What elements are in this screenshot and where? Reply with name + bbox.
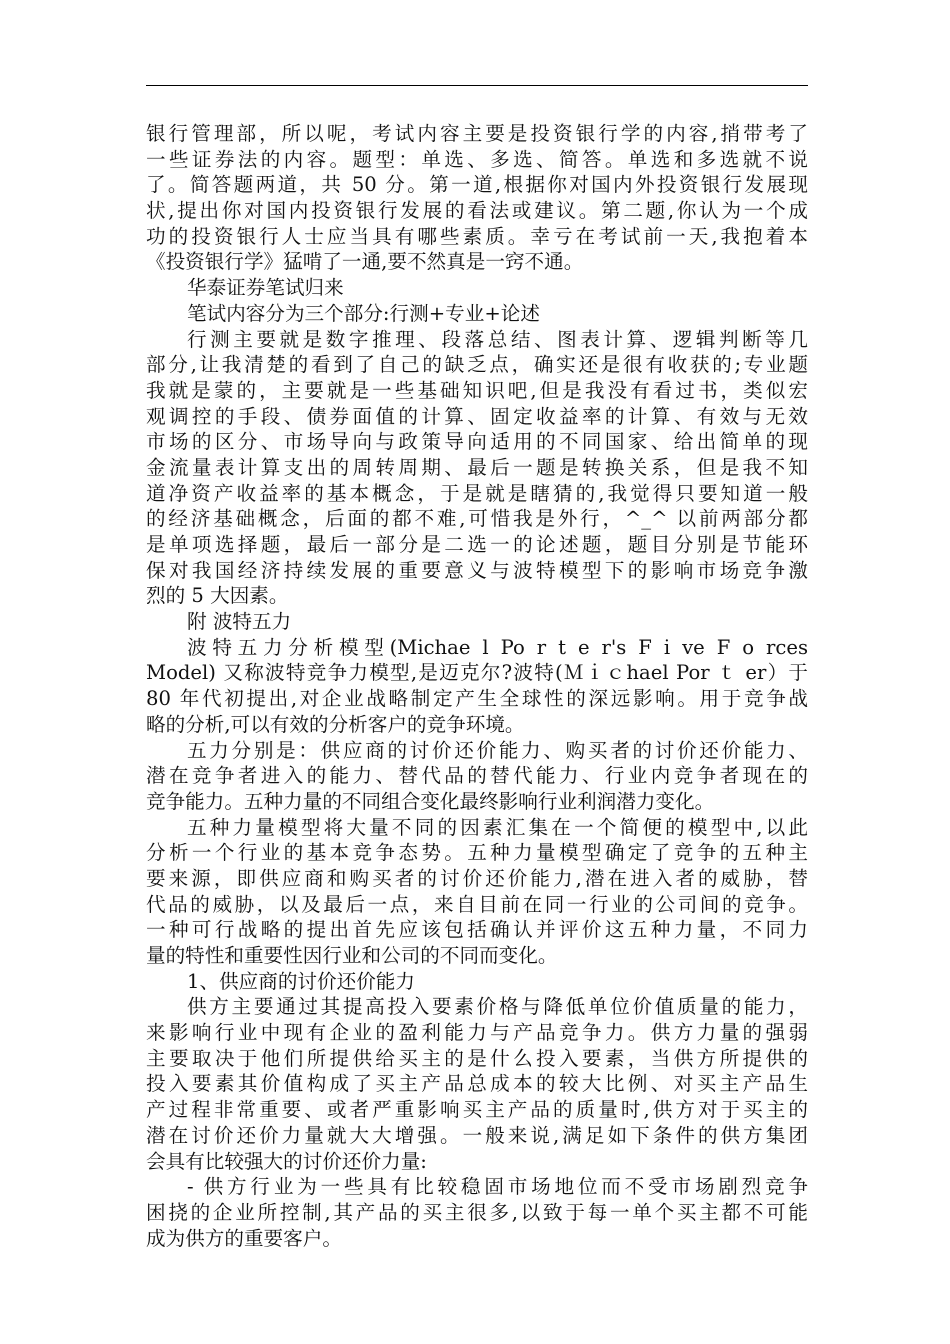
text-line: 华泰证券笔试归来 [187, 276, 344, 300]
text-line: 功的投资银行人士应当具有哪些素质。幸亏在考试前一天,我抱着本 [146, 224, 808, 248]
text-line: 投入要素其价值构成了买主产品总成本的较大比例、对买主产品生 [146, 1072, 808, 1096]
text-line: 略的分析,可以有效的分析客户的竞争环境。 [146, 712, 525, 736]
text-line: 部分,让我清楚的看到了自己的缺乏点，确实还是很有收获的;专业题 [146, 353, 808, 377]
text-line: 是单项选择题，最后一部分是二选一的论述题，题目分别是节能环 [146, 533, 808, 556]
body-text [146, 121, 808, 1251]
text-line: 保对我国经济持续发展的重要意义与波特模型下的影响市场竞争激 [146, 558, 808, 582]
text-line: 波特五力分析模型(Michae l Po r t e r's F i ve F o rces [187, 635, 808, 659]
text-line: 烈的 5 大因素。 [146, 584, 289, 608]
text-line: 困挠的企业所控制,其产品的买主很多,以致于每一单个买主都不可能 [146, 1200, 808, 1224]
text-line: 一些证券法的内容。题型：单选、多选、简答。单选和多选就不说 [146, 147, 808, 171]
text-line: 道净资产收益率的基本概念，于是就是瞎猜的,我觉得只要知道一般 [146, 481, 808, 505]
text-line: 主要取决于他们所提供给买主的是什么投入要素，当供方所提供的 [146, 1046, 808, 1070]
text-line: 要来源，即供应商和购买者的讨价还价能力,潜在进入者的威胁，替 [146, 866, 808, 890]
text-line: 《投资银行学》猛啃了一通,要不然真是一窍不通。 [146, 250, 584, 274]
text-line: 潜在讨价还价力量就大大增强。一般来说,满足如下条件的供方集团 [146, 1123, 808, 1147]
text-line: 金流量表计算支出的周转周期、最后一题是转换关系，但是我不知 [146, 455, 808, 479]
text-line: 1、供应商的讨价还价能力 [187, 969, 415, 993]
text-line: 市场的区分、市场导向与政策导向适用的不同国家、给出简单的现 [146, 430, 808, 454]
text-line: 潜在竞争者进入的能力、替代品的替代能力、行业内竞争者现在的 [146, 764, 808, 788]
text-line: 行测主要就是数字推理、段落总结、图表计算、逻辑判断等几 [187, 327, 808, 351]
text-line: 笔试内容分为三个部分:行测+专业+论述 [187, 301, 540, 325]
text-line: 了。简答题两道，共 50 分。第一道,根据你对国内外投资银行发展现 [146, 173, 808, 197]
text-line: 产过程非常重要、或者严重影响买主产品的质量时,供方对于买主的 [146, 1098, 808, 1122]
text-line: 竞争能力。五种力量的不同组合变化最终影响行业利润潜力变化。 [146, 789, 715, 813]
text-line: 分析一个行业的基本竞争态势。五种力量模型确定了竞争的五种主 [146, 841, 808, 865]
text-line: 量的特性和重要性因行业和公司的不同而变化。 [146, 944, 558, 967]
text-line: - 供方行业为一些具有比较稳固市场地位而不受市场剧烈竞争 [187, 1175, 808, 1199]
text-line: 供方主要通过其提高投入要素价格与降低单位价值质量的能力， [187, 995, 808, 1019]
text-line: 状,提出你对国内投资银行发展的看法或建议。第二题,你认为一个成 [146, 199, 808, 223]
text-line: 80 年代初提出,对企业战略制定产生全球性的深远影响。用于竞争战 [146, 687, 808, 711]
text-line: 一种可行战略的提出首先应该包括确认并评价这五种力量，不同力 [146, 918, 808, 942]
text-line: 来影响行业中现有企业的盈利能力与产品竞争力。供方力量的强弱 [146, 1021, 808, 1045]
text-line: 观调控的手段、债券面值的计算、固定收益率的计算、有效与无效 [146, 404, 808, 428]
text-line: 会具有比较强大的讨价还价力量: [146, 1149, 427, 1173]
text-line: 我就是蒙的，主要就是一些基础知识吧,但是我没有看过书，类似宏 [146, 378, 808, 402]
text-line: 的经济基础概念，后面的都不难,可惜我是外行，^_^ 以前两部分都 [146, 507, 808, 531]
text-line: 五力分别是：供应商的讨价还价能力、购买者的讨价还价能力、 [187, 738, 808, 762]
text-line: 成为供方的重要客户。 [146, 1226, 342, 1250]
text-line: 附 波特五力 [187, 610, 292, 634]
text-line: Model) 又称波特竞争力模型,是迈克尔?波特(Ｍｉｃhael Por ｔ er）于 [146, 661, 808, 685]
text-line: 代品的威胁，以及最后一点，来自目前在同一行业的公司间的竞争。 [146, 892, 808, 916]
text-line: 五种力量模型将大量不同的因素汇集在一个简便的模型中,以此 [187, 815, 808, 839]
header-rule [146, 85, 808, 86]
text-line: 银行管理部，所以呢，考试内容主要是投资银行学的内容,捎带考了 [146, 122, 808, 145]
